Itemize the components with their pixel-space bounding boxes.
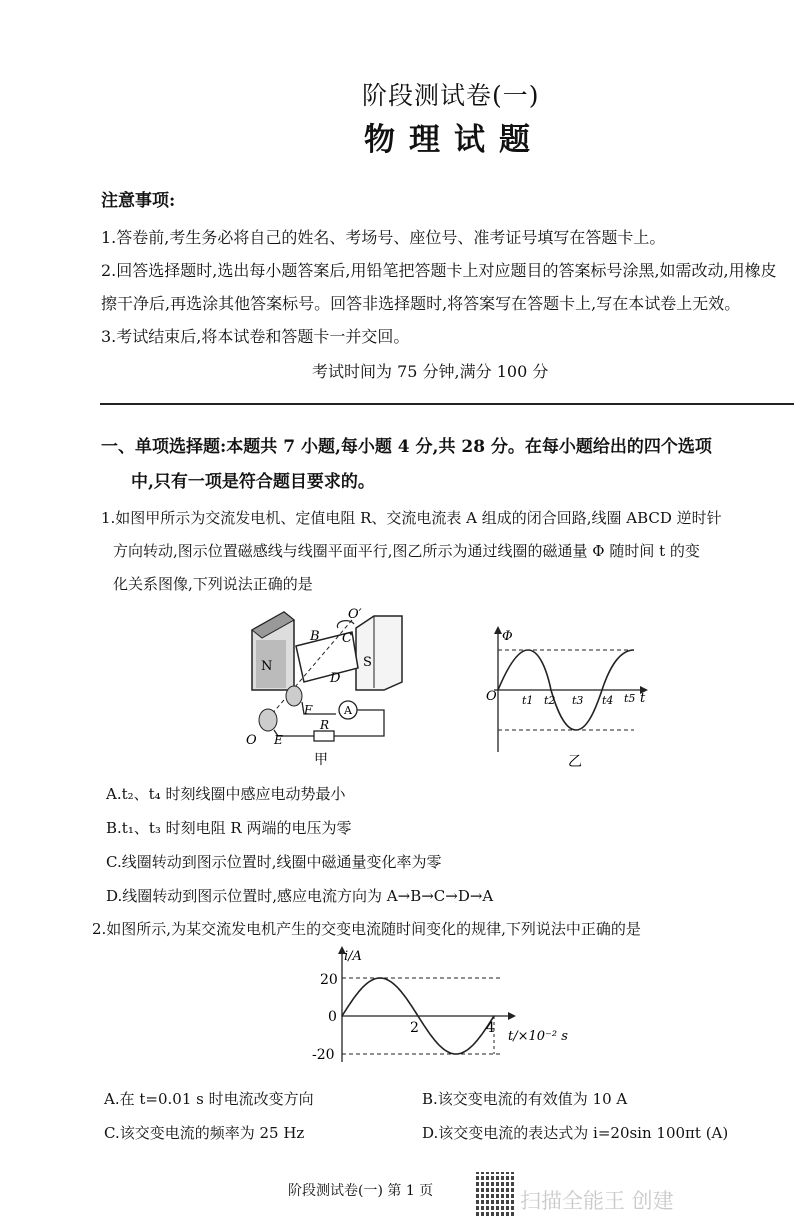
yi-y-label: Φ: [502, 629, 513, 644]
q2-data-point: [474, 1042, 476, 1044]
q2-ytick-0: 0: [328, 1009, 337, 1025]
q2-x-axis-label: t/×10⁻² s: [508, 1029, 568, 1044]
yi-origin: O: [486, 689, 497, 704]
caption-jia: 甲: [314, 752, 328, 768]
section-heading-line2: 中,只有一项是符合题目要求的。: [131, 472, 375, 492]
q2-option-b: B.该交变电流的有效值为 10 A: [422, 1090, 628, 1108]
q2-ytick-20: 20: [320, 972, 338, 988]
notice-item-2-line2: 擦干净后,再选涂其他答案标号。回答非选择题时,将答案写在答题卡上,写在本试卷上无效。: [101, 294, 741, 313]
q2-ytick-neg20: -20: [312, 1047, 335, 1063]
q2-x-arrow: [508, 1012, 516, 1020]
slip-ring-1: [286, 686, 302, 706]
q2-option-d: D.该交变电流的表达式为 i=20sin 100πt (A): [422, 1124, 729, 1142]
notice-item-2-line1: 2.回答选择题时,选出每小题答案后,用铅笔把答题卡上对应题目的答案标号涂黑,如需改动,用橡皮: [101, 261, 777, 280]
q2-xtick-4: 4: [486, 1020, 495, 1036]
notice-heading: 注意事项:: [101, 191, 176, 211]
q2-option-a: A.在 t=0.01 s 时电流改变方向: [104, 1090, 314, 1108]
q1-option-a: A.t₂、t₄ 时刻线圈中感应电动势最小: [106, 785, 346, 803]
label-o: O: [246, 733, 257, 748]
yi-tick-t1: t1: [522, 694, 534, 707]
q2-data-point: [436, 1042, 438, 1044]
yi-y-arrow: [494, 626, 502, 634]
notice-item-3: 3.考试结束后,将本试卷和答题卡一并交回。: [101, 327, 410, 346]
notice-item-1: 1.答卷前,考生务必将自己的姓名、考场号、座位号、准考证号填写在答题卡上。: [101, 228, 666, 247]
label-o-prime: O′: [348, 607, 362, 622]
q1-stem-line3: 化关系图像,下列说法正确的是: [113, 575, 313, 593]
q1-stem-line2: 方向转动,图示位置磁感线与线圈平面平行,图乙所示为通过线圈的磁通量 Φ 随时间 t 的变: [113, 542, 700, 560]
q2-data-point: [379, 977, 381, 979]
label-b: B: [310, 629, 320, 644]
label-n: N: [261, 659, 273, 674]
label-f: F: [304, 703, 313, 717]
series-title: 阶段测试卷(一): [362, 81, 540, 110]
label-e: E: [274, 733, 283, 747]
section-heading-line1: 一、单项选择题:本题共 7 小题,每小题 4 分,共 28 分。在每小题给出的四个选项: [101, 437, 712, 457]
figure-yi-flux: [484, 626, 650, 770]
yi-tick-t4: t4: [602, 694, 614, 707]
q1-option-b: B.t₁、t₃ 时刻电阻 R 两端的电压为零: [106, 819, 352, 837]
qr-code-overlay: [476, 1172, 514, 1216]
label-d: D: [330, 671, 341, 686]
q2-data-point: [341, 1015, 343, 1017]
resistor-r: [314, 731, 334, 741]
label-s: S: [363, 655, 372, 670]
slip-ring-2: [259, 709, 277, 731]
divider: [100, 403, 794, 405]
q2-current-chart: [306, 944, 576, 1068]
q2-data-point: [493, 1015, 495, 1017]
figure-jia-generator: [234, 602, 414, 770]
yi-tick-t3: t3: [572, 694, 584, 707]
label-c: C: [342, 631, 352, 646]
q2-data-point: [398, 988, 400, 990]
q2-option-c: C.该交变电流的频率为 25 Hz: [104, 1124, 305, 1142]
q2-y-axis-label: i/A: [344, 949, 362, 964]
label-r: R: [320, 718, 330, 732]
q1-option-d: D.线圈转动到图示位置时,感应电流方向为 A→B→C→D→A: [106, 887, 494, 905]
yi-x-label: t: [640, 691, 646, 706]
caption-yi: 乙: [568, 754, 582, 770]
q2-stem: 2.如图所示,为某交流发电机产生的交变电流随时间变化的规律,下列说法中正确的是: [92, 920, 641, 938]
footer-page: 阶段测试卷(一) 第 1 页: [288, 1183, 434, 1199]
q2-data-point: [360, 988, 362, 990]
yi-tick-t5: t5: [624, 692, 636, 705]
q2-data-point: [417, 1015, 419, 1017]
q1-stem-line1: 1.如图甲所示为交流发电机、定值电阻 R、交流电流表 A 组成的闭合回路,线圈 ABCD 逆时针: [101, 509, 722, 527]
watermark-text: 扫描全能王 创建: [520, 1189, 674, 1213]
q2-xtick-2: 2: [410, 1020, 419, 1036]
subject-title: 物理试题: [364, 122, 544, 158]
q1-option-c: C.线圈转动到图示位置时,线圈中磁通量变化率为零: [106, 853, 442, 871]
s-pole-magnet: [356, 616, 402, 690]
q2-data-point: [455, 1053, 457, 1055]
yi-tick-t2: t2: [544, 694, 556, 707]
q2-axes: [338, 946, 516, 1062]
exam-info: 考试时间为 75 分钟,满分 100 分: [312, 362, 549, 381]
label-ammeter: A: [344, 704, 352, 717]
